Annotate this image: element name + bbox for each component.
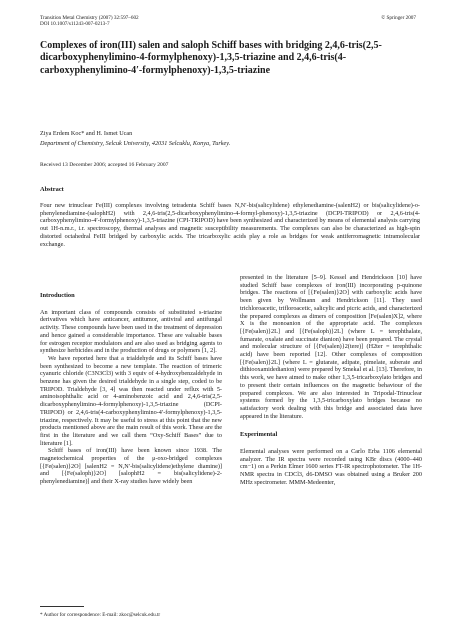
article-title: Complexes of iron(III) salen and saloph Schiff bases with bridging 2,4,6-tris(2,5-dicarboxyphenylimino-4-formylphenoxy)-1,3,5-triazine and 2,4,6-tris(4-carboxyphenylimino-4′-formylphenoxy)-1,3,5-triazine (40, 40, 382, 76)
abstract-text: Four new trinuclear Fe(III) complexes involving tetradenta Schiff bases N,N′-bis(salicylidene) ethylenediamine-(salenH2) or bis(salicylidene)-o-phenylenediamine-(salophH2) with 2,4,6-tris(2,5-dicarboxyphenylimino-4-formyl-phenoxy)-1,3,5-triazine (DCPI-TRIPOD) or 2,4,6-tris(4-carboxyphenylimino-4′-formylphenoxy)-1,3,5-triazine (CPI-TRIPOD) have been synthesized and characterized by means of elemental analysis carrying out 1H-n.m.r., i.r. spectroscopy, thermal analyses and magnetic susceptibility measurements. The complexes can also be characterized as high-spin distorted octahedral FeIII bridged by carboxylic acids. The tricarboxylic acids play a role as bridges for weak antiferromagnetic intramolecular exchange. (40, 202, 420, 248)
correspondence-footnote: * Author for correspondence: E-mail: zkoc@selcuk.edu.tr (40, 612, 161, 618)
doi: DOI 10.1007/s11243-007-0213-7 (40, 21, 110, 28)
left-column (40, 292, 222, 486)
abstract-heading: Abstract (40, 186, 64, 193)
journal-citation: Transition Metal Chemistry (2007) 32:597–602 (40, 15, 139, 21)
received-dates: Received 13 December 2006; accepted 16 February 2007 (40, 162, 169, 168)
intro-paragraph-4: presented in the literature [5–9]. Kessel and Hendrickson [10] have studied Schiff base complexes of iron(III) incorporating p-quinone bridges. The reactions of [{Fe(salen)}2O] with carboxylic acids have been given by Wollmann and Hendrickson [11]. They used trichloroacetic, trifloroacetic, salicylic and picric acids, and characterized the prepared complexes as dimers of composition [Fe(salen)X]2, where X is the monoanion of the appropriate acid. The complexes [{Fe(salen)}2L] and [{Fe(saloph)}2L] (where L = terephthalate, fumarate, oxalate and succinate dianion) have been prepared. The crystal and molecular structure of [{Fe(salen)}2(tere)] (H2ter = terephthalic acid) have been reported [12]. Other complexes of composition [{Fe(salen)}2L] (where L = glutarate, adipate, pimelate, suberate and dithiooxamidedianion) were prepared by Smekal et al. [13]. Therefore, in this work, we have aimed to make other 1,3,5-tricarboxylato bridges and to present their certain influences on the magnetic behaviour of the prepared complexes. We are also interested in Tripodal-Trinuclear systems formed by the 1,3,5-tricarboxylato bridges because no satisfactory work dealing with this bridge and associated data have appeared in the literature. (240, 274, 422, 420)
authors: Ziya Erdem Koc* and H. Ismet Ucan (40, 130, 133, 137)
intro-paragraph-3: Schiff bases of iron(III) have been known since 1938. The magnetochemical properties of the μ-oxo-bridged complexes [{Fe(salen)}2O] [salenH2 = N,N′-bis(salicylidene)ethylene diamine)] and [{Fe(saloph)}2O] [salophH2 = bis(salicylidene)-2-phenylenediamine)] and their X-ray studies have widely been (40, 447, 222, 486)
experimental-paragraph-1: Elemental analyses were performed on a Carlo Erba 1106 elemental analyzer. The IR spectra were recorded using KBr discs (4000–440 cm−1) on a Perkin Elmer 1600 series FT-IR spectrophotometer. The 1H-NMR spectra in CDCl3, d6-DMSO was obtained using a Bruker 200 MHz spectrometer. MMM-Medeenter, (240, 448, 422, 486)
introduction-heading: Introduction (40, 292, 75, 299)
footnote-divider (40, 606, 84, 607)
affiliation: Department of Chemistry, Selcuk University, 42031 Selcuklu, Konya, Turkey. (40, 140, 231, 147)
journal-header (40, 15, 139, 28)
intro-paragraph-2: We have reported here that a trialdehyde and its Schiff bases have been synthesized to become a new template. The reaction of trimeric cyanuric chloride (C3N3Cl3) with 3 equiv of 4-hydroxybenzaldehyde in benzene has given the desired trialdehyde in a single step, coded to be TRIPOD. Trialdehyde [3, 4] was then reacted under reflux with 5-aminoisophthalic acid or 4-aminobenzoic acid and 2,4,6-tris(2,5-dicarboxyphenylimino-4-formylphenoxy)-1,3,5-triazine (DCPI-TRIPOD) or 2,4,6-tris(4-carboxyphenylimino-4′-formylphenoxy)-1,3,5-triazine, respectively. It may be useful to stress at this point that the new products mentioned above are the main result of this work. These are the first in the literature and we call them “Oxy-Schiff Bases” due to literature [1]. (40, 354, 222, 447)
right-column (240, 274, 422, 487)
publisher-copyright: © Springer 2007 (381, 15, 416, 21)
intro-paragraph-1: An important class of compounds consists of substituted s-triazine derivatives which have anticancer, antitumor, antiviral and antifungal activity. These compounds have been used in the treatment of depression and hence gained a considerable importance. These are valuable bases for estrogen receptor modulators and are also used as bridging agents to synthesize herbicides and in the production of drugs or polymers [1, 2]. (40, 308, 222, 355)
experimental-heading: Experimental (240, 431, 278, 439)
